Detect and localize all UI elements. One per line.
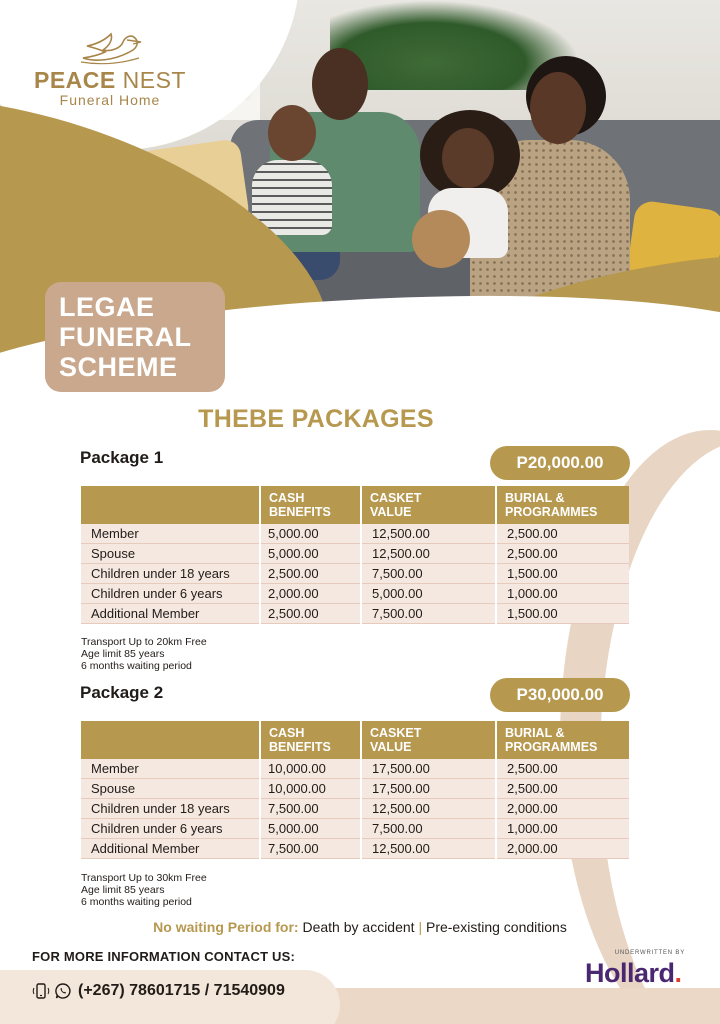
row-label: Children under 18 years	[81, 564, 260, 584]
row-label: Spouse	[81, 544, 260, 564]
no-waiting-lead: No waiting Period for:	[153, 919, 299, 935]
casket-cell: 12,500.00	[361, 839, 496, 859]
cash-cell: 5,000.00	[260, 524, 361, 544]
casket-cell: 7,500.00	[361, 604, 496, 624]
package-2-table	[81, 721, 629, 859]
burial-cell: 2,000.00	[496, 839, 629, 859]
scheme-title-line1: LEGAE	[59, 292, 155, 322]
package-2-notes	[81, 872, 207, 908]
cash-cell: 10,000.00	[260, 779, 361, 799]
table-row	[81, 839, 629, 859]
scheme-title-badge	[45, 282, 225, 392]
package-2-name: Package 2	[80, 683, 164, 702]
hollard-wordmark	[585, 958, 695, 989]
note-transport: Transport Up to 30km Free	[81, 872, 207, 884]
burial-cell: 2,500.00	[496, 544, 629, 564]
casket-cell: 17,500.00	[361, 759, 496, 779]
package-2-price: P30,000.00	[490, 678, 630, 712]
table-row	[81, 799, 629, 819]
table-header-row	[81, 486, 629, 524]
row-label: Children under 6 years	[81, 584, 260, 604]
row-label: Children under 6 years	[81, 819, 260, 839]
burial-cell: 1,000.00	[496, 819, 629, 839]
cash-cell: 7,500.00	[260, 839, 361, 859]
header-cash-benefits: CASH BENEFITS	[260, 721, 361, 759]
note-age-limit: Age limit 85 years	[81, 884, 165, 896]
section-title: THEBE PACKAGES	[198, 405, 434, 433]
row-label: Additional Member	[81, 839, 260, 859]
whatsapp-icon	[54, 982, 72, 1000]
contact-label: FOR MORE INFORMATION CONTACT US:	[32, 949, 296, 964]
scheme-title-line2: FUNERAL	[59, 322, 192, 352]
package-1-table	[81, 486, 629, 624]
row-label: Spouse	[81, 779, 260, 799]
table-row	[81, 759, 629, 779]
cash-cell: 2,000.00	[260, 584, 361, 604]
boy-head	[268, 105, 316, 161]
table-row	[81, 564, 629, 584]
package-2-rows	[81, 759, 629, 859]
casket-cell: 12,500.00	[361, 799, 496, 819]
brand-name	[30, 68, 190, 92]
header-casket-value: CASKET VALUE	[361, 721, 496, 759]
casket-cell: 5,000.00	[361, 584, 496, 604]
note-age-limit: Age limit 85 years	[81, 648, 165, 660]
hollard-dot: .	[674, 958, 682, 988]
casket-cell: 12,500.00	[361, 524, 496, 544]
note-transport: Transport Up to 20km Free	[81, 636, 207, 648]
package-1-rows	[81, 524, 629, 624]
cash-cell: 2,500.00	[260, 604, 361, 624]
hollard-name: Hollard	[585, 958, 675, 988]
no-waiting-statement	[0, 919, 720, 935]
table-row	[81, 544, 629, 564]
brand-name-part2: NEST	[122, 67, 186, 93]
brand-logo	[30, 28, 190, 108]
note-waiting-period: 6 months waiting period	[81, 896, 192, 908]
contact-phone-row	[32, 979, 285, 1003]
row-label: Additional Member	[81, 604, 260, 624]
burial-cell: 2,500.00	[496, 779, 629, 799]
header-burial-programmes: BURIAL & PROGRAMMES	[496, 486, 629, 524]
burial-cell: 2,500.00	[496, 524, 629, 544]
package-1-name: Package 1	[80, 448, 164, 467]
cash-cell: 10,000.00	[260, 759, 361, 779]
teddy-bear	[412, 210, 470, 268]
header-burial-programmes: BURIAL & PROGRAMMES	[496, 721, 629, 759]
casket-cell: 7,500.00	[361, 819, 496, 839]
burial-cell: 1,500.00	[496, 604, 629, 624]
package-1-price: P20,000.00	[490, 446, 630, 480]
table-row	[81, 819, 629, 839]
mother-head	[530, 72, 586, 144]
no-waiting-item1: Death by accident	[302, 919, 415, 935]
mobile-phone-icon	[32, 982, 50, 1000]
row-label: Children under 18 years	[81, 799, 260, 819]
underwritten-by-label: UNDERWRITTEN BY	[614, 950, 685, 956]
no-waiting-separator: |	[418, 919, 423, 935]
header-empty	[81, 721, 260, 759]
header-casket-value: CASKET VALUE	[361, 486, 496, 524]
table-row	[81, 524, 629, 544]
table-row	[81, 584, 629, 604]
cash-cell: 7,500.00	[260, 799, 361, 819]
cash-cell: 2,500.00	[260, 564, 361, 584]
no-waiting-item2: Pre-existing conditions	[425, 919, 567, 935]
cash-cell: 5,000.00	[260, 819, 361, 839]
girl-head	[442, 128, 494, 188]
header-cash-benefits: CASH BENEFITS	[260, 486, 361, 524]
casket-cell: 12,500.00	[361, 544, 496, 564]
table-header-row	[81, 721, 629, 759]
casket-cell: 7,500.00	[361, 564, 496, 584]
father-head	[312, 48, 368, 120]
burial-cell: 1,500.00	[496, 564, 629, 584]
dove-logo-icon	[75, 28, 145, 66]
table-row	[81, 779, 629, 799]
header-empty	[81, 486, 260, 524]
row-label: Member	[81, 524, 260, 544]
brand-name-part1: PEACE	[34, 67, 116, 93]
casket-cell: 17,500.00	[361, 779, 496, 799]
cash-cell: 5,000.00	[260, 544, 361, 564]
row-label: Member	[81, 759, 260, 779]
underwriter-logo	[585, 950, 695, 989]
package-1-notes	[81, 636, 207, 672]
brand-subtitle: Funeral Home	[59, 92, 161, 108]
burial-cell: 2,500.00	[496, 759, 629, 779]
contact-phone-numbers[interactable]: (+267) 78601715 / 71540909	[78, 982, 285, 999]
note-waiting-period: 6 months waiting period	[81, 660, 192, 672]
burial-cell: 1,000.00	[496, 584, 629, 604]
table-row	[81, 604, 629, 624]
burial-cell: 2,000.00	[496, 799, 629, 819]
scheme-title-line3: SCHEME	[59, 352, 178, 382]
